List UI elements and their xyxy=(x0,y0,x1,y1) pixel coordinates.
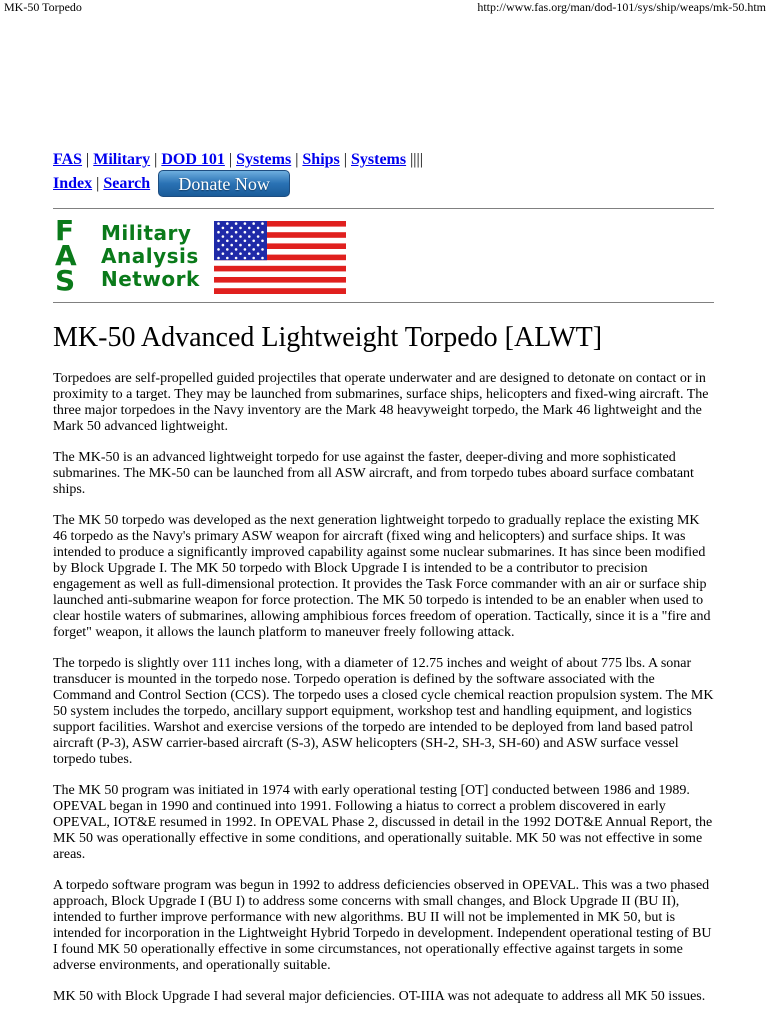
flag-star xyxy=(239,252,242,255)
flag-star xyxy=(252,222,255,225)
man-line-analysis: Analysis xyxy=(101,244,199,268)
flag-star xyxy=(222,235,225,238)
paragraph-7: MK 50 with Block Upgrade I had several major deficiencies. OT-IIIA was not adequate to address all MK 50 issues. xyxy=(53,989,706,1004)
flag-star xyxy=(226,248,229,251)
flag-star xyxy=(226,222,229,225)
flag-star xyxy=(230,252,233,255)
fas-letter-f: F xyxy=(55,214,75,247)
flag-star xyxy=(252,240,255,243)
flag-star xyxy=(244,257,247,260)
flag-star xyxy=(248,244,251,247)
flag-star xyxy=(235,257,238,260)
flag-star xyxy=(252,248,255,251)
flag-star xyxy=(226,257,229,260)
flag-star xyxy=(261,248,264,251)
flag-star xyxy=(217,257,220,260)
flag-star xyxy=(235,222,238,225)
flag-star xyxy=(222,227,225,230)
nav-link-dod-101[interactable]: DOD 101 xyxy=(161,151,225,168)
divider-bottom xyxy=(53,302,714,303)
flag-star xyxy=(244,248,247,251)
nav-link-systems[interactable]: Systems xyxy=(236,151,292,168)
flag-star xyxy=(248,227,251,230)
paragraph-5: The MK 50 program was initiated in 1974 with early operational testing [OT] conducted between 1986 and 1989. OPEVAL began in 1990 and continued into 1991. Following a hiatus to correct a problem discovered in early OPEVAL, IOT&E resumed in 1992. In OPEVAL Phase 2, discussed in detail in the 1992 DOT&E Annual Report, the MK 50 was operationally effective in some conditions, and operationally suitable. MK 50 was not effective in some areas. xyxy=(53,783,713,862)
flag-star xyxy=(248,252,251,255)
print-header-url: http://www.fas.org/man/dod-101/sys/ship/weaps/mk-50.htm xyxy=(477,0,766,14)
nav-row-2: Index | Search Donate Now xyxy=(53,170,714,197)
fas-logo-letters xyxy=(55,214,85,297)
flag-star xyxy=(217,240,220,243)
flag-star xyxy=(217,248,220,251)
divider-top xyxy=(53,208,714,209)
fas-letter-s: S xyxy=(55,264,76,297)
page-content xyxy=(53,150,714,1005)
flag-star xyxy=(230,244,233,247)
paragraph-2: The MK-50 is an advanced lightweight torpedo for use against the faster, deeper-diving and more sophisticated submarines. The MK-50 can be launched from all ASW aircraft, and from torpedo tubes aboard surface combatant ships. xyxy=(53,450,694,497)
flag-star xyxy=(252,231,255,234)
flag-star xyxy=(252,257,255,260)
paragraph-3: The MK 50 torpedo was developed as the next generation lightweight torpedo to gradually replace the existing MK 46 torpedo as the Navy's primary ASW weapon for aircraft (fixed wing and helicopters) and surface ships. It was intended to produce a significantly improved capability against some nuclear submarines. It has since been modified by Block Upgrade I. The MK 50 torpedo with Block Upgrade I is intended to be a contributor to precision engagement as well as full-dimensional protection. It provides the Task Force commander with an air or surface ship launched anti-submarine weapon for force protection. The MK 50 torpedo is intended to be an enabler when used to clear hostile waters of submarines, allowing amphibious forces freedom of operation. Tactically, since it is a "fire and forget" weapon, it allows the launch platform to maneuver freely following attack. xyxy=(53,513,711,640)
flag-star xyxy=(226,240,229,243)
paragraph-6: A torpedo software program was begun in 1992 to address deficiencies observed in OPEVAL. This was a two phased approach, Block Upgrade I (BU I) to address some concerns with small changes, and Block Upgrade II (BU II), intended to further improve performance with new algorithms. BU II will not be implemented in MK 50, but is intended for incorporation in the Lightweight Hybrid Torpedo in development. Independent operational testing of BU I found MK 50 operationally effective in some circumstances, not operationally effective against targets in some adverse environments, and operationally suitable. xyxy=(53,878,712,973)
nav-trailing-separators: |||| xyxy=(410,151,423,168)
flag-star xyxy=(222,244,225,247)
nav-link-index[interactable]: Index xyxy=(53,174,93,192)
flag-star xyxy=(235,240,238,243)
print-header-title: MK-50 Torpedo xyxy=(4,0,82,14)
flag-star xyxy=(261,257,264,260)
nav-link-ships[interactable]: Ships xyxy=(302,151,340,168)
flag-star xyxy=(244,231,247,234)
flag-star xyxy=(248,235,251,238)
donate-button[interactable]: Donate Now xyxy=(158,170,290,197)
flag-star xyxy=(257,227,260,230)
fas-letter-a: A xyxy=(55,239,77,272)
nav-bar xyxy=(53,150,714,197)
flag-star xyxy=(239,244,242,247)
flag-star xyxy=(222,252,225,255)
nav-link-military[interactable]: Military xyxy=(93,151,151,168)
flag-star xyxy=(217,222,220,225)
page-title: MK-50 Advanced Lightweight Torpedo [ALWT] xyxy=(53,322,603,353)
paragraph-1: Torpedoes are self-propelled guided projectiles that operate underwater and are designed to detonate on contact or in proximity to a target. They may be launched from submarines, surface ships, helicopters and fixed-wing aircraft. The three major torpedoes in the Navy inventory are the Mark 48 heavyweight torpedo, the Mark 46 lightweight and the Mark 50 advanced lightweight. xyxy=(53,371,709,434)
us-flag-icon xyxy=(214,221,346,294)
flag-star xyxy=(230,235,233,238)
flag-star xyxy=(261,240,264,243)
flag-star xyxy=(257,252,260,255)
nav-link-search[interactable]: Search xyxy=(103,174,151,192)
nav-link-fas[interactable]: FAS xyxy=(53,151,83,168)
nav-row-1: FAS | Military | DOD 101 | Systems | Ships | Systems |||| xyxy=(53,151,423,168)
print-header xyxy=(0,0,768,16)
flag-star xyxy=(235,248,238,251)
flag-star xyxy=(257,244,260,247)
flag-star xyxy=(239,235,242,238)
flag-star xyxy=(226,231,229,234)
nav-link-systems-weapons[interactable]: Systems xyxy=(350,151,407,168)
flag-star xyxy=(257,235,260,238)
flag-star xyxy=(244,222,247,225)
man-logo-text xyxy=(101,222,200,291)
flag-star xyxy=(261,222,264,225)
paragraph-4: The torpedo is slightly over 111 inches long, with a diameter of 12.75 inches and weight of about 775 lbs. A sonar transducer is mounted in the torpedo nose. Torpedo operation is defined by the software associated with the Command and Control Section (CCS). The torpedo uses a closed cycle chemical reaction propulsion system. The MK 50 system includes the torpedo, ancillary support equipment, workshop test and handling equipment, and logistics support facilities. Warshot and exercise versions of the torpedo are intended to be deployed from land based patrol aircraft (P-3), ASW carrier-based aircraft (S-3), ASW helicopters (SH-2, SH-3, SH-60) and ASW surface vessel torpedo tubes. xyxy=(53,656,714,767)
fas-banner xyxy=(53,214,714,302)
man-line-network: Network xyxy=(101,267,200,291)
flag-star xyxy=(235,231,238,234)
man-line-military: Military xyxy=(101,221,192,245)
flag-star xyxy=(217,231,220,234)
flag-star xyxy=(230,227,233,230)
flag-star xyxy=(244,240,247,243)
flag-star xyxy=(261,231,264,234)
flag-star xyxy=(239,227,242,230)
